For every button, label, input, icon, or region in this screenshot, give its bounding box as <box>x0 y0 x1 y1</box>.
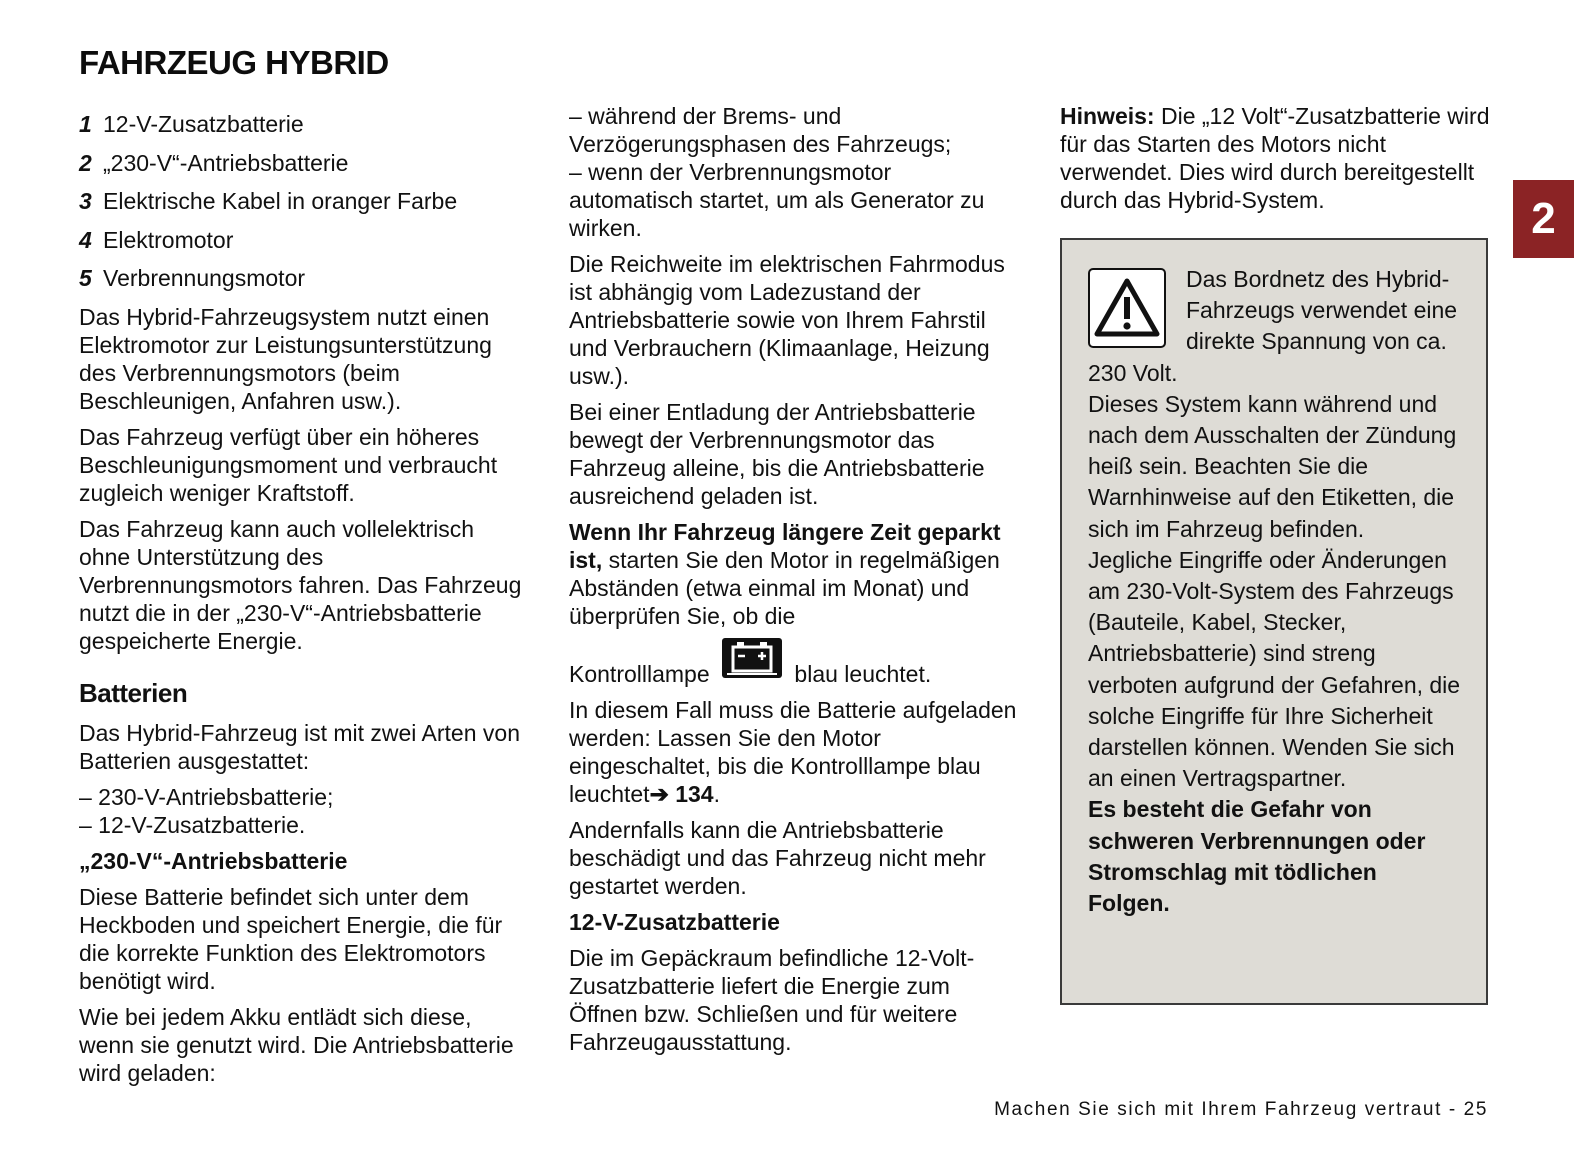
paragraph-end: . <box>713 781 720 807</box>
page-footer: Machen Sie sich mit Ihrem Fahrzeug vertraut - 25 <box>994 1099 1488 1120</box>
paragraph: Die Reichweite im elektrischen Fahrmodus ist abhängig vom Ladezustand der Antriebsbatterie sowie von Ihrem Fahrstil und Verbrauchern (Klimaanlage, Heizung usw.). <box>569 251 1005 389</box>
paragraph: Die im Gepäckraum befindliche 12-Volt-Zusatzbatterie liefert die Energie zum Öffnen bzw. Schließen und für weitere Fahrzeugausstattung. <box>569 945 975 1055</box>
item-label: 12-V-Zusatzbatterie <box>103 111 304 137</box>
warning-box <box>1060 238 1488 1005</box>
subheading: 12-V-Zusatzbatterie <box>569 909 780 935</box>
item-label: Verbrennungsmotor <box>103 265 306 291</box>
dash-text: – während der Brems- und Verzögerungsphasen des Fahrzeugs; <box>569 103 952 157</box>
section-heading: Batterien <box>79 677 188 708</box>
subheading: „230-V“-Antriebsbatterie <box>79 847 348 874</box>
paragraph <box>569 696 1019 808</box>
page-reference-link[interactable]: ➔ 134 <box>649 781 714 807</box>
dash-item <box>569 102 1019 242</box>
note-text: Die „12 Volt“-Zusatzbatterie wird für das Starten des Motors nicht verwendet. Dies wird durch bereitgestellt durch das Hybrid-System. <box>1060 103 1490 213</box>
battery-warning-lamp-icon <box>722 638 782 678</box>
paragraph: Das Hybrid-Fahrzeugsystem nutzt einen Elektromotor zur Leistungsunterstützung des Verbrennungsmotors (beim Beschleunigen, Anfahren usw.). <box>79 303 492 414</box>
paragraph: Andernfalls kann die Antriebsbatterie beschädigt und das Fahrzeug nicht mehr gestartet werden. <box>569 817 986 899</box>
item-number: 2 <box>79 149 92 176</box>
note-label: Hinweis: <box>1060 103 1155 129</box>
paragraph: Das Fahrzeug kann auch vollelektrisch ohne Unterstützung des Verbrennungsmotors fahren. Das Fahrzeug nutzt die in der „230-V“-Antriebsbatterie gespeicherte Energie. <box>79 515 522 654</box>
component-list <box>79 110 529 292</box>
note <box>1060 102 1490 214</box>
item-label: „230-V“-Antriebsbatterie <box>103 149 349 176</box>
item-number: 5 <box>79 265 92 291</box>
battery-list <box>79 783 529 839</box>
warning-text: Das Bordnetz des Hybrid-Fahrzeugs verwendet eine direkte Spannung von ca. 230 Volt. <box>1088 266 1458 386</box>
item-number: 1 <box>79 111 92 137</box>
item-number: 4 <box>79 226 92 253</box>
list-item: – 230-V-Antriebsbatterie; <box>79 783 334 810</box>
column-middle <box>569 102 1019 1064</box>
dash-text: – wenn der Verbrennungsmotor automatisch startet, um als Generator zu wirken. <box>569 159 985 241</box>
lamp-line <box>569 644 1019 688</box>
lamp-text-after: blau leuchtet. <box>794 661 932 687</box>
paragraph: Bei einer Entladung der Antriebsbatterie bewegt der Verbrennungsmotor das Fahrzeug alleine, bis die Antriebsbatterie ausreichend geladen ist. <box>569 399 985 509</box>
column-left <box>79 110 529 1095</box>
paragraph: Wie bei jedem Akku entlädt sich diese, wenn sie genutzt wird. Die Antriebsbatterie wird geladen: <box>79 1003 514 1086</box>
warning-text: Dieses System kann während und nach dem Ausschalten der Zündung heiß sein. Beachten Sie die Warnhinweise auf den Etiketten, die sich im Fahrzeug befinden. <box>1088 390 1457 542</box>
warning-emphasis: Es besteht die Gefahr von schweren Verbrennungen oder Stromschlag mit tödlichen Folgen. <box>1088 796 1426 917</box>
item-label: Elektrische Kabel in oranger Farbe <box>103 188 458 214</box>
item-label: Elektromotor <box>103 226 234 253</box>
paragraph-text: starten Sie den Motor in regelmäßigen Abständen (etwa einmal im Monat) und überprüfen Sie, ob die <box>569 547 1000 629</box>
list-item <box>79 110 529 138</box>
list-item: – 12-V-Zusatzbatterie. <box>79 811 306 838</box>
page-title: FAHRZEUG HYBRID <box>79 44 389 81</box>
list-item <box>79 226 529 254</box>
paragraph: Das Fahrzeug verfügt über ein höheres Beschleunigungsmoment und verbraucht zugleich weniger Kraftstoff. <box>79 423 498 506</box>
bold-lead: Wenn Ihr Fahrzeug längere Zeit geparkt ist, <box>569 519 1001 573</box>
list-item <box>79 187 529 215</box>
list-item <box>79 149 529 177</box>
paragraph: Diese Batterie befindet sich unter dem Heckboden und speichert Energie, die für die korrekte Funktion des Elektromotors benötigt wird. <box>79 883 503 994</box>
paragraph <box>569 518 1019 630</box>
lamp-text-before: Kontrolllampe <box>569 661 710 687</box>
column-right <box>1060 102 1490 222</box>
warning-text: Jegliche Eingriffe oder Änderungen am 230-Volt-System des Fahrzeugs (Bauteile, Kabel, Stecker, Antriebsbatterie) sind streng verboten aufgrund der Gefahren, die solche Eingriffe für Ihre Sicherheit darstellen können. Wenden Sie sich an einen Vertragspartner. <box>1088 546 1461 792</box>
list-item <box>79 264 529 292</box>
item-number: 3 <box>79 188 92 214</box>
chapter-tab[interactable]: 2 <box>1513 180 1574 258</box>
paragraph: Das Hybrid-Fahrzeug ist mit zwei Arten von Batterien ausgestattet: <box>79 719 520 774</box>
warning-triangle-icon <box>1088 268 1166 348</box>
paragraph-text: In diesem Fall muss die Batterie aufgeladen werden: Lassen Sie den Motor eingeschaltet, bis die Kontrolllampe blau leuchtet <box>569 697 1017 807</box>
